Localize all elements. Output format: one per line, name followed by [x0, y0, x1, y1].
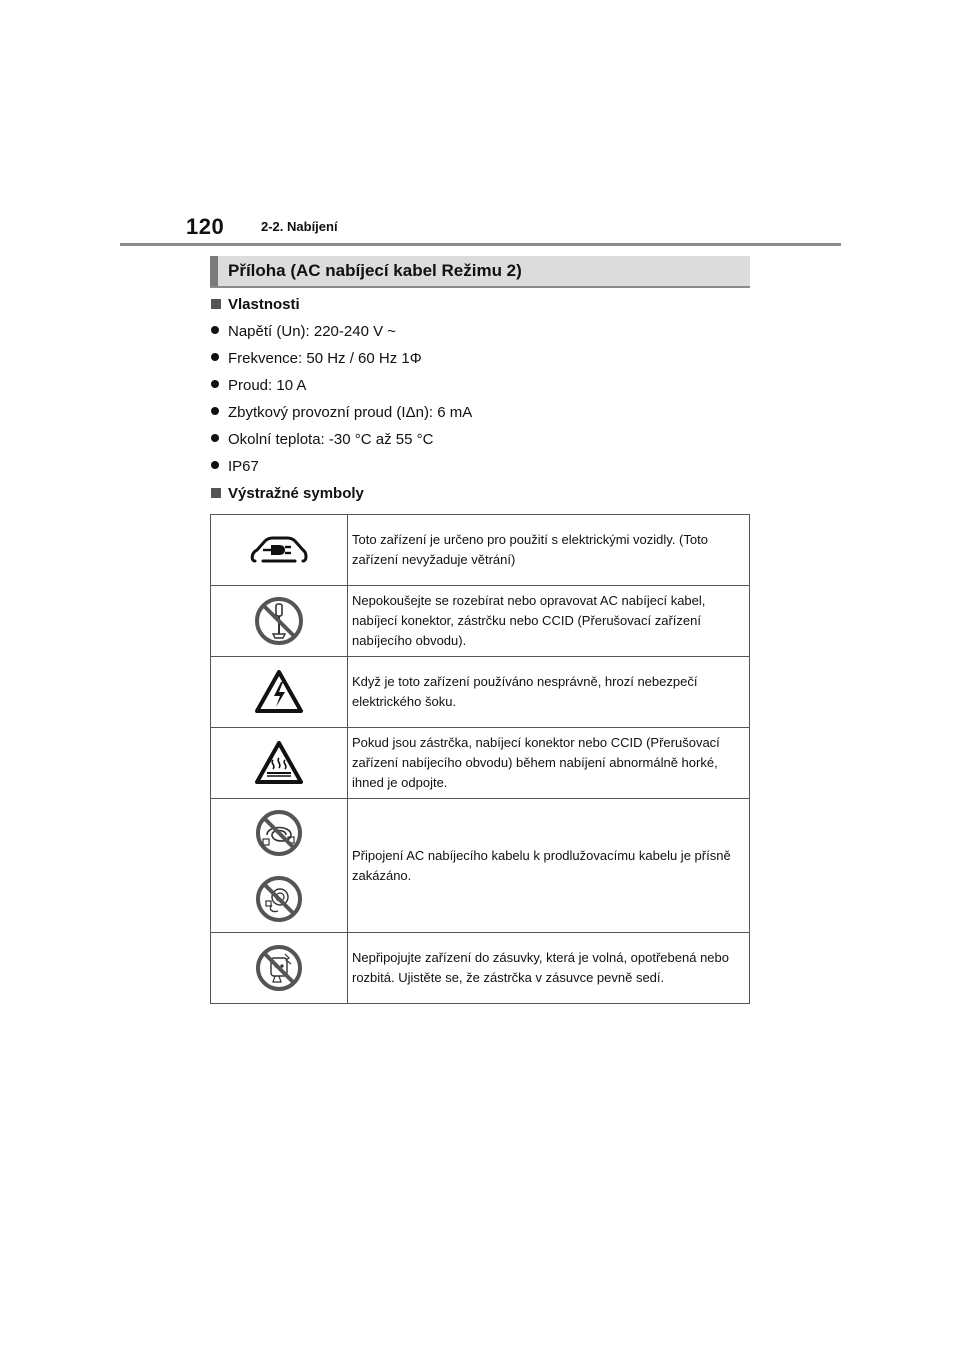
property-item — [211, 458, 259, 475]
electric-vehicle-icon — [249, 533, 309, 567]
no-extension-cable-icon — [254, 809, 304, 923]
property-text: Frekvence: 50 Hz / 60 Hz 1Φ — [228, 350, 422, 367]
bullet-icon — [211, 353, 219, 361]
icon-cell — [211, 728, 348, 799]
title-accent — [210, 256, 218, 286]
symbols-heading-text: Výstražné symboly — [228, 485, 364, 502]
hot-surface-warning-icon — [254, 740, 304, 786]
icon-cell — [211, 799, 348, 933]
icon-cell — [211, 586, 348, 657]
description-cell: Toto zařízení je určeno pro použití s elektrickými vozidly. (Toto zařízení nevyžaduje větrání) — [348, 515, 750, 586]
property-item — [211, 350, 422, 367]
property-text: Okolní teplota: -30 °C až 55 °C — [228, 431, 434, 448]
bullet-icon — [211, 434, 219, 442]
page-number: 120 — [186, 214, 225, 239]
square-bullet-icon — [211, 299, 221, 309]
no-disassembly-icon — [254, 596, 304, 646]
bullet-icon — [211, 461, 219, 469]
header-rule — [120, 243, 841, 246]
table-row — [211, 799, 750, 933]
bullet-icon — [211, 380, 219, 388]
property-text: Napětí (Un): 220-240 V ~ — [228, 323, 397, 340]
square-bullet-icon — [211, 488, 221, 498]
electric-shock-warning-icon — [254, 669, 304, 715]
property-item — [211, 377, 306, 394]
property-item — [211, 404, 472, 421]
properties-heading — [211, 296, 300, 313]
no-damaged-outlet-icon — [255, 944, 303, 992]
table-row — [211, 728, 750, 799]
bullet-icon — [211, 407, 219, 415]
table-row — [211, 657, 750, 728]
property-item — [211, 431, 433, 448]
table-row — [211, 586, 750, 657]
property-text: IP67 — [228, 458, 259, 475]
description-cell: Nepokoušejte se rozebírat nebo opravovat AC nabíjecí kabel, nabíjecí konektor, zástrčku nebo CCID (Přerušovací zařízení nabíjecího obvodu). — [348, 586, 750, 657]
warning-symbols-table — [210, 514, 750, 1004]
icon-cell — [211, 933, 348, 1004]
table-row — [211, 933, 750, 1004]
symbols-heading — [211, 485, 364, 502]
title-bar — [210, 256, 750, 288]
table-row — [211, 515, 750, 586]
bullet-icon — [211, 326, 219, 334]
page-title: Příloha (AC nabíjecí kabel Režimu 2) — [228, 261, 522, 280]
property-text: Zbytkový provozní proud (IΔn): 6 mA — [228, 404, 473, 421]
section-label: 2-2. Nabíjení — [261, 219, 338, 234]
description-cell: Když je toto zařízení používáno nesprávně, hrozí nebezpečí elektrického šoku. — [348, 657, 750, 728]
icon-cell — [211, 657, 348, 728]
property-text: Proud: 10 A — [228, 377, 307, 394]
description-cell: Připojení AC nabíjecího kabelu k prodlužovacímu kabelu je přísně zakázáno. — [348, 799, 750, 933]
property-item — [211, 323, 396, 340]
description-cell: Pokud jsou zástrčka, nabíjecí konektor nebo CCID (Přerušovací zařízení nabíjecího obvodu) během nabíjení abnormálně horké, ihned je odpojte. — [348, 728, 750, 799]
description-cell: Nepřipojujte zařízení do zásuvky, která je volná, opotřebená nebo rozbitá. Ujistěte se, že zástrčka v zásuvce pevně sedí. — [348, 933, 750, 1004]
icon-cell — [211, 515, 348, 586]
properties-heading-text: Vlastnosti — [228, 296, 300, 313]
